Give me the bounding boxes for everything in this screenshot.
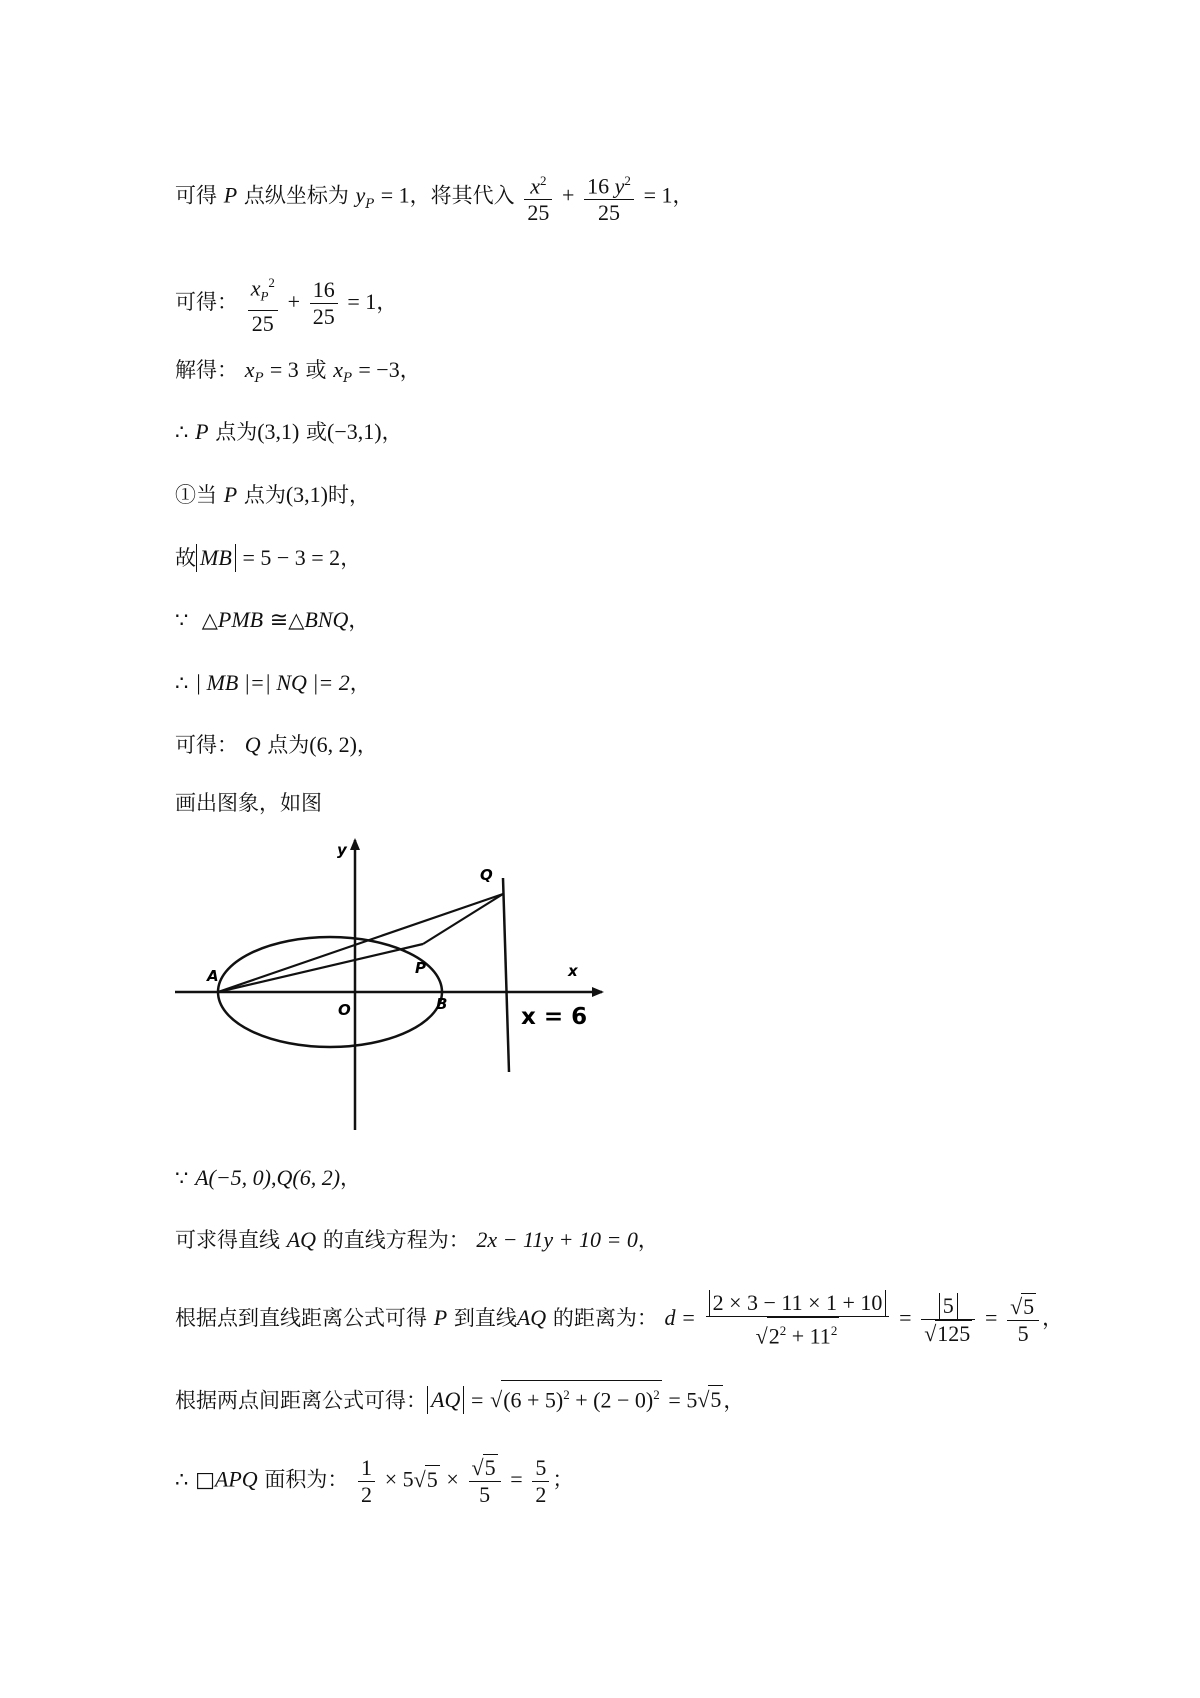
comma: ， <box>376 289 398 314</box>
fraction-5-sqrt125: $\frac{5}{√125}$ <box>921 1293 975 1347</box>
therefore-symbol: ∴ <box>175 420 189 444</box>
point-q: Q(6, 2) <box>276 1165 341 1190</box>
segment-aq <box>218 894 503 992</box>
times-5: × 5 <box>384 1466 414 1492</box>
comma: ， <box>723 1388 745 1413</box>
exponent: 2 <box>624 173 631 188</box>
fraction-sqrt5-5: $\frac{√5}{5}$ <box>469 1454 501 1508</box>
equals-3: = 3 <box>269 357 299 382</box>
line-7 <box>175 606 369 634</box>
point-a: A(−5, 0) <box>195 1165 271 1190</box>
times: × <box>446 1466 459 1492</box>
abs-aq: AQ <box>427 1386 464 1414</box>
fraction-5-2 <box>532 1455 549 1508</box>
subscript: P <box>260 288 269 304</box>
var-p: P <box>223 482 238 507</box>
therefore-symbol: ∴ <box>175 1467 189 1492</box>
segment-pq <box>423 894 503 944</box>
comma: ， <box>1042 1306 1064 1331</box>
sqrt-5: 5 <box>710 1387 722 1413</box>
var-x: x <box>333 357 343 382</box>
line-4 <box>175 418 403 446</box>
triangle-symbol: △ <box>201 608 218 632</box>
line-3 <box>175 356 421 393</box>
coef: 16 <box>587 173 610 199</box>
result-5: = 5 <box>668 1387 698 1413</box>
ellipse-figure <box>170 828 610 1138</box>
equals-one: = 1 <box>380 182 410 208</box>
var-x: x <box>244 357 255 382</box>
label-a: A <box>207 967 219 985</box>
d-equals: d = <box>664 1305 696 1331</box>
subscript: P <box>365 196 375 212</box>
equals: = <box>984 1305 998 1331</box>
line-6 <box>175 544 361 572</box>
label-p: P <box>415 959 426 977</box>
point-3-1: (3,1) <box>257 419 300 444</box>
var-y: y <box>614 173 625 199</box>
x-axis-label: x <box>568 962 578 980</box>
semicolon: ； <box>552 1467 574 1492</box>
term-1: (6 + 5) <box>503 1387 564 1413</box>
var-p: P <box>223 182 238 208</box>
denominator: 2 <box>361 1481 373 1507</box>
comma: ， <box>672 183 694 208</box>
comma: ， <box>399 358 421 382</box>
denominator: 25 <box>598 200 620 226</box>
denominator: 5 <box>1017 1320 1029 1346</box>
base-2: 2 <box>768 1323 780 1349</box>
fraction-16-25 <box>310 277 338 330</box>
text: 点为 <box>243 483 286 507</box>
line-15: ∴ □APQ 面积为： $\frac{1}{2}$ × 5√5 × $\frac{√5}{5}$ = $\frac{5}{2}$ ； <box>175 1454 574 1507</box>
text: 根据点到直线距离公式可得 <box>175 1306 427 1331</box>
text: ①当 <box>175 483 217 507</box>
equals: = <box>510 1466 523 1492</box>
line-x6 <box>503 878 509 1072</box>
point-minus3-1: (−3,1) <box>327 419 382 444</box>
fraction-16y2-25 <box>584 168 634 226</box>
distance-fraction: $\frac{2 \times 3 - 11 \times 1 + 10}{√2^2 + 11^2}$ <box>706 1290 890 1349</box>
comma: ， <box>348 608 370 632</box>
text: 点为 <box>215 420 258 444</box>
equals-minus-3: = −3 <box>358 357 400 382</box>
comma: ， <box>356 733 378 757</box>
equation: | MB |=| NQ |= 2 <box>195 670 350 695</box>
text: 可得 <box>175 183 217 208</box>
equation: = 5 − 3 = 2 <box>242 545 341 570</box>
numerator: 5 <box>532 1455 549 1482</box>
line-equation: 2x − 11y + 10 = 0 <box>476 1227 638 1252</box>
therefore-symbol: ∴ <box>175 671 189 695</box>
triangle-symbol: △ <box>288 608 305 632</box>
text-or: 或 <box>306 420 328 444</box>
exponent: 2 <box>539 173 547 188</box>
because-symbol: ∵ <box>175 608 189 632</box>
sqrt-distance <box>501 1380 662 1414</box>
label-q: Q <box>480 866 493 884</box>
denominator: 2 <box>535 1481 547 1507</box>
y-axis-label: y <box>337 841 347 859</box>
text: 故 <box>175 546 196 570</box>
congruent-symbol: ≅ <box>269 607 289 632</box>
plus-11: + 11 <box>791 1323 831 1349</box>
text: 解得： <box>175 358 238 382</box>
label-b: B <box>436 995 448 1013</box>
exponent: 2 <box>653 1387 660 1402</box>
triangle-apq: APQ <box>214 1466 258 1492</box>
triangle-bnq: BNQ <box>304 607 349 632</box>
text: 可得： <box>175 289 238 314</box>
comma: ， <box>381 420 403 444</box>
line-1 <box>175 168 694 226</box>
var-p: P <box>433 1305 448 1331</box>
line-9 <box>175 731 378 759</box>
point-6-2: (6, 2) <box>309 732 357 757</box>
term-2: + (2 − 0) <box>575 1387 654 1413</box>
fraction-xp2-25 <box>248 270 278 337</box>
plus: + <box>287 288 301 314</box>
equals: = <box>471 1387 484 1413</box>
segment-ap <box>218 944 423 992</box>
comma: ， <box>349 671 371 695</box>
equals-one: = 1 <box>347 288 377 314</box>
line-aq: AQ <box>516 1305 547 1331</box>
sqrt-125: 125 <box>937 1320 971 1346</box>
sqrt-5: 5 <box>484 1455 496 1480</box>
because-symbol: ∵ <box>175 1166 189 1190</box>
subscript: P <box>254 371 264 387</box>
var-q: Q <box>244 732 261 757</box>
sqrt-5: 5 <box>426 1466 438 1492</box>
denominator: 25 <box>251 310 274 336</box>
var-y: y <box>355 182 366 208</box>
numerator: 1 <box>358 1455 375 1482</box>
equals: = <box>899 1305 912 1331</box>
subscript: P <box>342 371 352 387</box>
triangle-pmb: PMB <box>217 607 264 632</box>
text: 时， <box>327 483 370 507</box>
text: 面积为： <box>264 1467 349 1492</box>
denominator: 5 <box>479 1482 491 1507</box>
line-11 <box>175 1164 361 1192</box>
fraction-x2-25 <box>524 168 552 226</box>
line-8 <box>175 669 371 697</box>
fraction-sqrt5-5: $\frac{√5}{5}$ <box>1007 1293 1039 1347</box>
line-aq: AQ <box>286 1227 317 1252</box>
point-3-1: (3,1) <box>285 482 328 507</box>
var-x: x <box>530 173 540 199</box>
line-14: 根据两点间距离公式可得： AQ = $√(6 + 5)^2 + (2 - 0)^2 = 5√5$， <box>175 1380 744 1414</box>
denominator: 25 <box>312 303 335 329</box>
abs-numerator: 2 × 3 − 11 × 1 + 10 <box>709 1290 887 1316</box>
line-13 <box>175 1290 1063 1349</box>
exponent: 2 <box>268 275 275 290</box>
label-x-equals-6: x = 6 <box>521 1004 588 1030</box>
abs-5: 5 <box>939 1293 958 1319</box>
comma: ， <box>340 1166 362 1190</box>
denominator: 25 <box>527 200 550 226</box>
text-or: 或 <box>305 358 327 382</box>
abs-mb: MB <box>196 544 236 572</box>
exponent: 2 <box>563 1387 570 1402</box>
var-x: x <box>250 275 261 301</box>
text: 的距离为： <box>552 1306 658 1331</box>
line-2 <box>175 270 397 337</box>
text: 到直线 <box>453 1306 517 1331</box>
text: 点纵坐标为 <box>243 183 349 208</box>
line-12 <box>175 1226 659 1254</box>
label-o: O <box>338 1001 351 1019</box>
placeholder-glyph: □ <box>195 1467 215 1492</box>
comma: ， <box>637 1228 659 1252</box>
line-10 <box>175 789 322 817</box>
line-5 <box>175 481 370 509</box>
fraction-1-2 <box>358 1455 375 1508</box>
exponent: 2 <box>830 1323 838 1338</box>
equals-one: = 1 <box>643 182 673 208</box>
text: 的直线方程为： <box>322 1228 470 1252</box>
text: 根据两点间距离公式可得： <box>175 1388 427 1413</box>
numerator: 16 <box>310 277 338 304</box>
sqrt-5: 5 <box>1023 1293 1035 1319</box>
comma: ， <box>340 546 362 570</box>
text: 画出图象，如图 <box>175 791 322 815</box>
exponent: 2 <box>779 1323 787 1338</box>
var-p: P <box>195 419 209 444</box>
plus: + <box>562 182 575 208</box>
comma: , <box>271 1165 277 1190</box>
text: 可求得直线 <box>175 1228 280 1252</box>
text: ，将其代入 <box>409 183 515 208</box>
text: 可得： <box>175 733 238 757</box>
text: 点为 <box>267 733 310 757</box>
